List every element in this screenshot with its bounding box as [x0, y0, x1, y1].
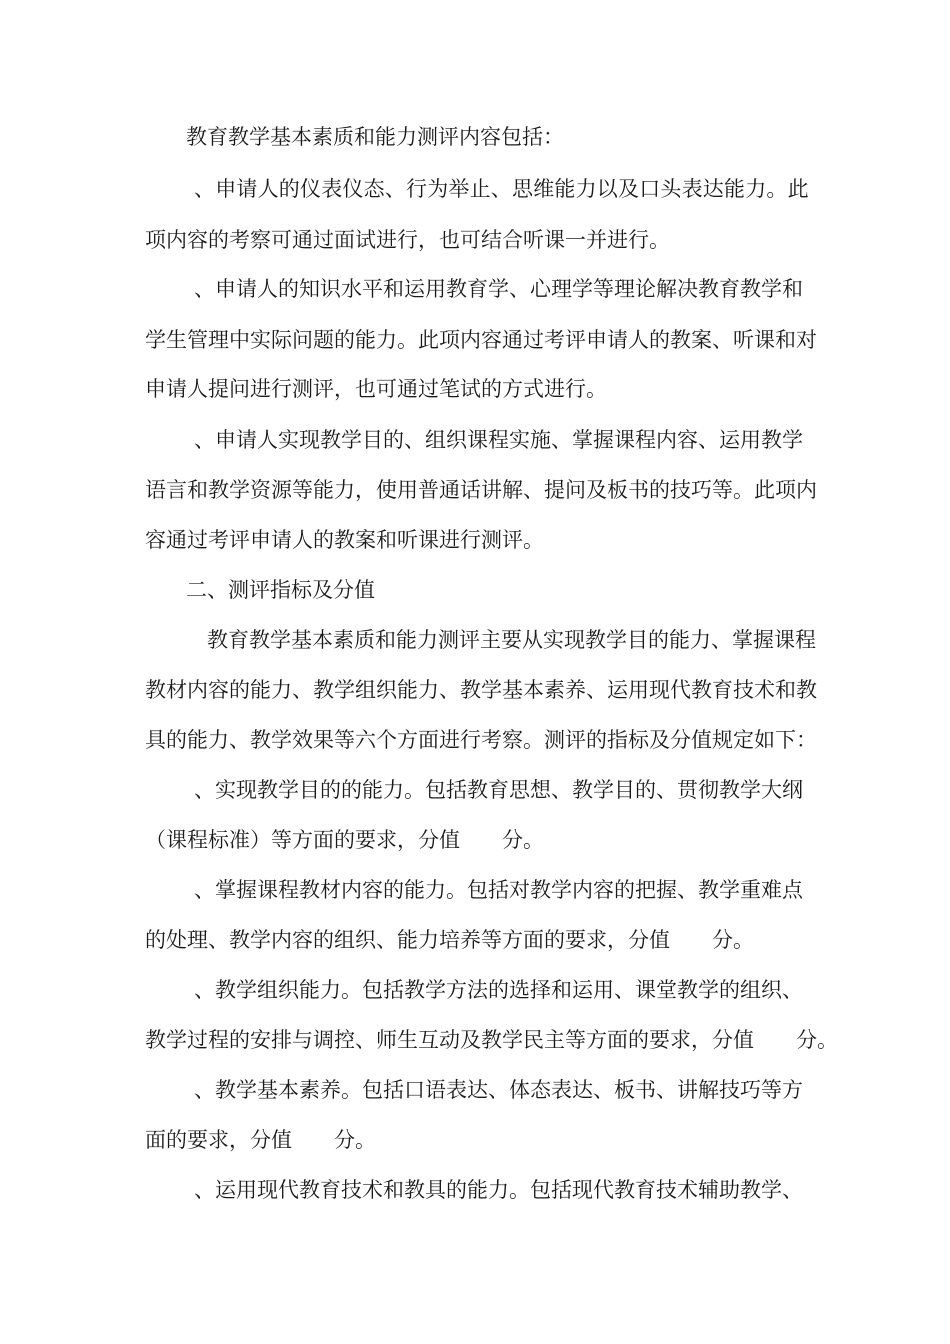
item-2-line-2: 学生管理中实际问题的能力。此项内容通过考评申请人的教案、听课和对 — [145, 328, 817, 352]
section-heading: 二、测评指标及分值 — [186, 578, 375, 602]
intro-heading: 教育教学基本素质和能力测评内容包括： — [186, 125, 564, 149]
indicator-3-line-1: 、教学组织能力。包括教学方法的选择和运用、课堂教学的组织、 — [194, 978, 803, 1002]
indicator-1-line-1: 、实现教学目的的能力。包括教育思想、教学目的、贯彻教学大纲 — [194, 778, 803, 802]
section-intro-line-1: 教育教学基本素质和能力测评主要从实现教学目的能力、掌握课程 — [207, 628, 816, 652]
indicator-1-line-2: （课程标准）等方面的要求，分值 分。 — [145, 828, 544, 852]
indicator-4-line-1: 、教学基本素养。包括口语表达、体态表达、板书、讲解技巧等方 — [194, 1078, 803, 1102]
item-3-line-3: 容通过考评申请人的教案和听课进行测评。 — [145, 528, 544, 552]
indicator-2-line-1: 、掌握课程教材内容的能力。包括对教学内容的把握、教学重难点 — [194, 878, 803, 902]
indicator-4-line-2: 面的要求，分值 分。 — [145, 1128, 376, 1152]
item-1-line-1: 、申请人的仪表仪态、行为举止、思维能力以及口头表达能力。此 — [194, 177, 809, 201]
indicator-3-line-2: 教学过程的安排与调控、师生互动及教学民主等方面的要求，分值 分。 — [145, 1028, 838, 1052]
item-3-line-1: 、申请人实现教学目的、组织课程实施、掌握课程内容、运用教学 — [194, 428, 803, 452]
section-intro-line-3: 具的能力、教学效果等六个方面进行考察。测评的指标及分值规定如下： — [145, 728, 817, 752]
item-1-line-2: 项内容的考察可通过面试进行，也可结合听课一并进行。 — [145, 228, 670, 252]
item-2-line-3: 申请人提问进行测评，也可通过笔试的方式进行。 — [145, 377, 607, 401]
indicator-5-line-1: 、运用现代教育技术和教具的能力。包括现代教育技术辅助教学、 — [194, 1178, 803, 1202]
section-intro-line-2: 教材内容的能力、教学组织能力、教学基本素养、运用现代教育技术和教 — [145, 678, 817, 702]
item-3-line-2: 语言和教学资源等能力，使用普通话讲解、提问及板书的技巧等。此项内 — [145, 478, 817, 502]
item-2-line-1: 、申请人的知识水平和运用教育学、心理学等理论解决教育教学和 — [194, 277, 803, 301]
indicator-2-line-2: 的处理、教学内容的组织、能力培养等方面的要求，分值 分。 — [145, 928, 754, 952]
